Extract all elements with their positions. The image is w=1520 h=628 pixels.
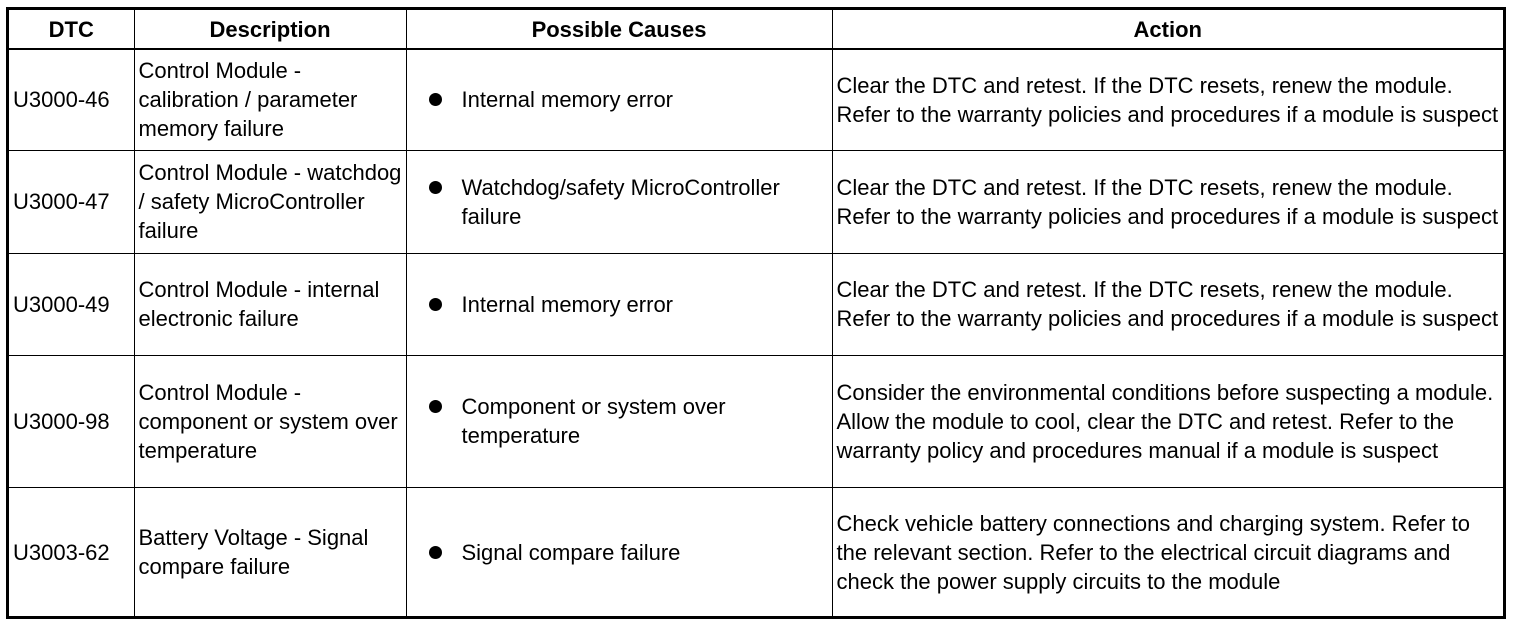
table-row <box>9 487 1503 617</box>
dtc-description: Control Module - watchdog / safety MicroController failure <box>134 150 406 253</box>
action-text: Clear the DTC and retest. If the DTC resets, renew the module. Refer to the warranty policies and procedures if a module is suspect <box>832 253 1503 355</box>
table-row <box>9 253 1503 355</box>
dtc-table-container <box>6 7 1506 619</box>
dtc-description: Control Module - calibration / parameter memory failure <box>134 49 406 150</box>
dtc-code: U3000-98 <box>9 355 134 487</box>
cause-item <box>429 392 828 450</box>
action-text: Consider the environmental conditions before suspecting a module. Allow the module to cool, clear the DTC and retest. Refer to the warranty policy and procedures manual if a module is suspect <box>832 355 1503 487</box>
bullet-icon <box>429 93 442 106</box>
possible-causes-cell <box>406 355 832 487</box>
dtc-description: Control Module - internal electronic failure <box>134 253 406 355</box>
cause-item <box>429 173 828 231</box>
cause-text: Internal memory error <box>461 291 674 317</box>
dtc-description: Battery Voltage - Signal compare failure <box>134 487 406 617</box>
cause-text: Component or system over temperature <box>461 394 726 448</box>
header-action: Action <box>832 10 1503 49</box>
cause-text: Signal compare failure <box>461 539 681 565</box>
bullet-icon <box>429 546 442 559</box>
dtc-code: U3000-46 <box>9 49 134 150</box>
cause-item <box>429 85 828 114</box>
possible-causes-cell <box>406 487 832 617</box>
action-text: Clear the DTC and retest. If the DTC resets, renew the module. Refer to the warranty policies and procedures if a module is suspect <box>832 49 1503 150</box>
dtc-code: U3000-47 <box>9 150 134 253</box>
dtc-code: U3003-62 <box>9 487 134 617</box>
dtc-description: Control Module - component or system over temperature <box>134 355 406 487</box>
possible-causes-cell <box>406 150 832 253</box>
action-text: Clear the DTC and retest. If the DTC resets, renew the module. Refer to the warranty policies and procedures if a module is suspect <box>832 150 1503 253</box>
table-row <box>9 150 1503 253</box>
bullet-icon <box>429 400 442 413</box>
dtc-table <box>9 10 1503 617</box>
header-possible-causes: Possible Causes <box>406 10 832 49</box>
header-row <box>9 10 1503 49</box>
action-text: Check vehicle battery connections and charging system. Refer to the relevant section. Refer to the electrical circuit diagrams and check the power supply circuits to the module <box>832 487 1503 617</box>
bullet-icon <box>429 298 442 311</box>
bullet-icon <box>429 181 442 194</box>
header-description: Description <box>134 10 406 49</box>
cause-text: Internal memory error <box>461 87 674 113</box>
possible-causes-cell <box>406 253 832 355</box>
cause-text: Watchdog/safety MicroController failure <box>461 174 780 229</box>
dtc-code: U3000-49 <box>9 253 134 355</box>
cause-item <box>429 538 828 567</box>
table-row <box>9 355 1503 487</box>
table-row <box>9 49 1503 150</box>
cause-item <box>429 290 828 319</box>
possible-causes-cell <box>406 49 832 150</box>
header-dtc: DTC <box>9 10 134 49</box>
